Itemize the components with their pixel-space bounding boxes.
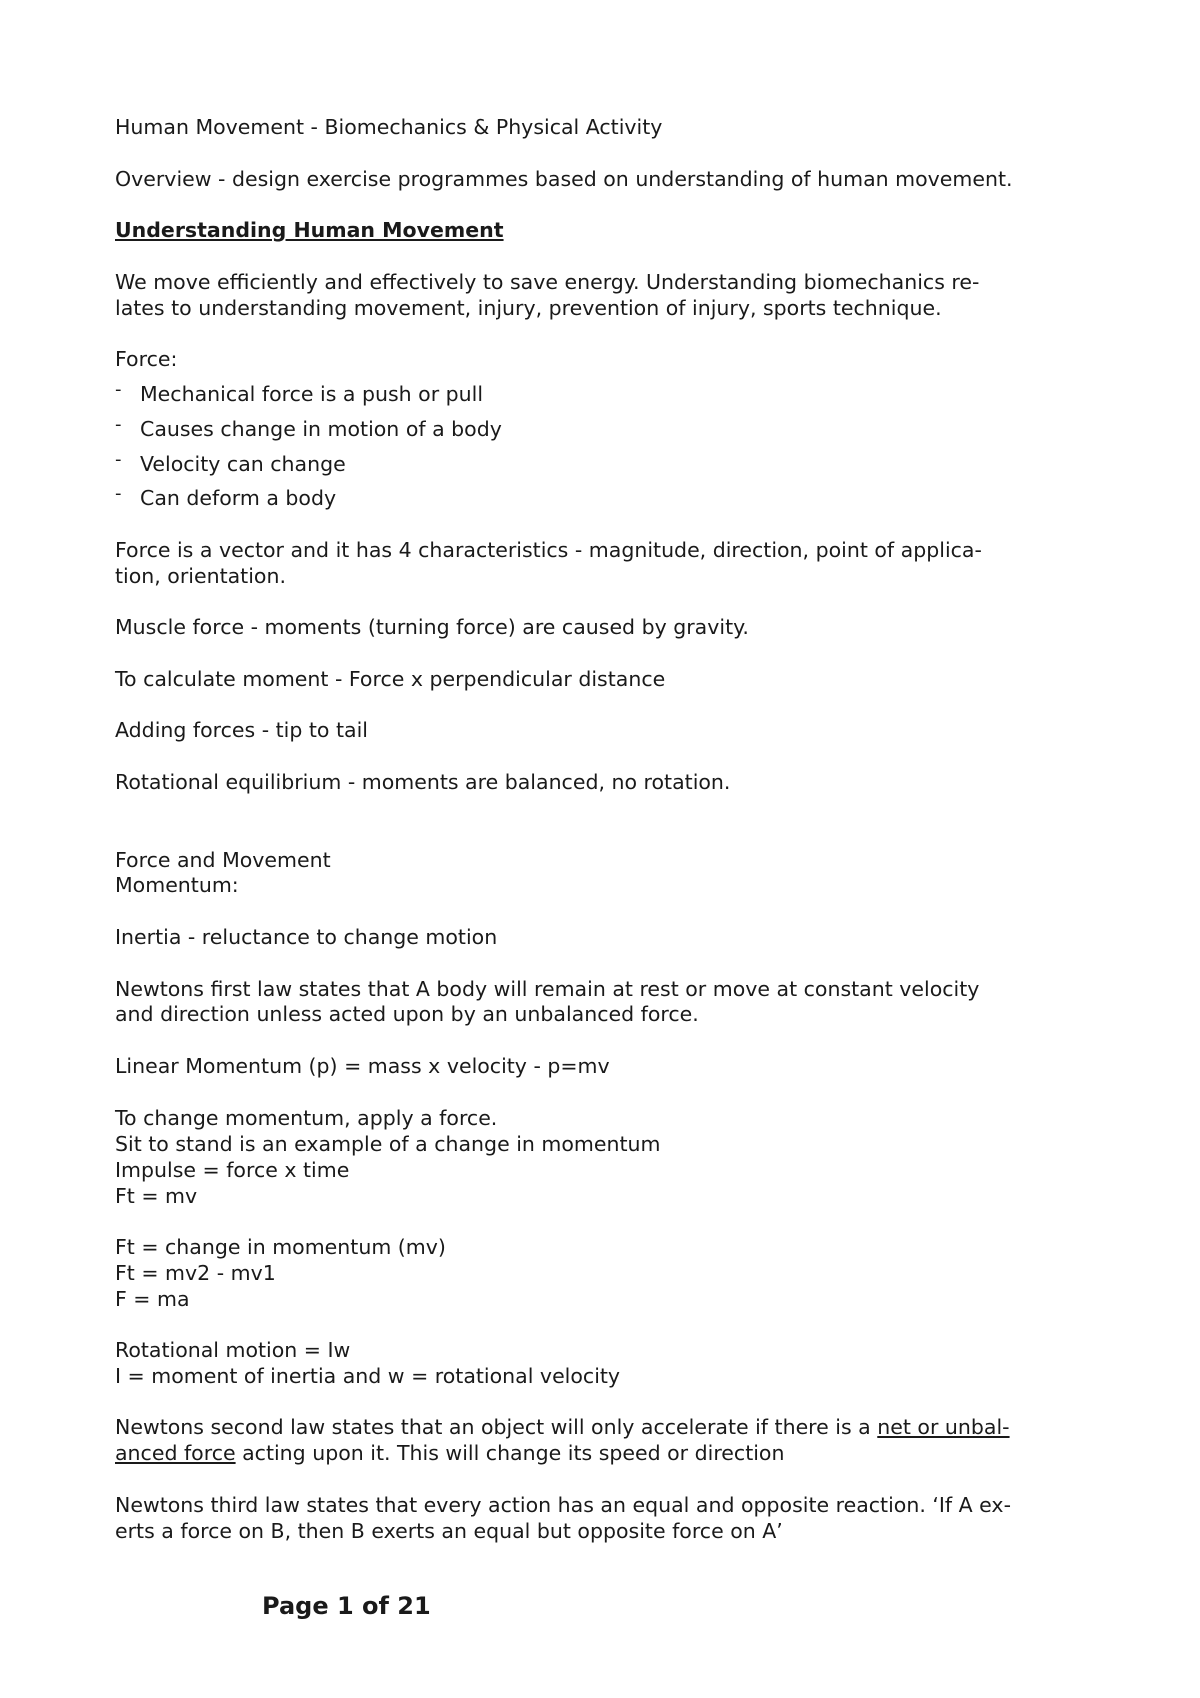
bullet-dash: -: [115, 414, 122, 435]
section-heading: Understanding Human Movement: [115, 218, 504, 242]
force-label: Force:: [115, 347, 178, 371]
intro-line-1: We move efficiently and effectively to save energy. Understanding biomechanics re-: [115, 270, 980, 294]
rotational-line: I = moment of inertia and w = rotational velocity: [115, 1364, 621, 1388]
force-bullet: [115, 381, 1015, 407]
equation-line: Ft = change in momentum (mv): [115, 1235, 446, 1259]
force-movement-heading: Force and Movement: [115, 848, 331, 872]
momentum-line: Sit to stand is an example of a change in momentum: [115, 1132, 661, 1156]
momentum-line: Ft = mv: [115, 1184, 198, 1208]
bullet-text: Mechanical force is a push or pull: [140, 382, 484, 406]
calc-moment-text: To calculate moment - Force x perpendicular distance: [115, 667, 666, 691]
second-law-text: Newtons second law states that an object will only accelerate if there is a: [115, 1415, 878, 1439]
vector-line-2: tion, orientation.: [115, 564, 286, 588]
muscle-force-text: Muscle force - moments (turning force) are caused by gravity.: [115, 615, 749, 639]
bullet-text: Can deform a body: [140, 486, 337, 510]
momentum-line: Impulse = force x time: [115, 1158, 350, 1182]
equation-line: Ft = mv2 - mv1: [115, 1261, 276, 1285]
second-law-underlined: anced force: [115, 1441, 236, 1465]
second-law-line-2: [115, 1440, 784, 1466]
force-bullet: [115, 451, 1015, 477]
bullet-dash: -: [115, 449, 122, 470]
first-law-line-2: and direction unless acted upon by an unbalanced force.: [115, 1002, 699, 1026]
bullet-dash: -: [115, 379, 122, 400]
third-law-line-1: Newtons third law states that every action has an equal and opposite reaction. ‘If A ex-: [115, 1493, 1011, 1517]
overview-text: Overview - design exercise programmes based on understanding of human movement.: [115, 167, 1013, 191]
equation-line: F = ma: [115, 1287, 190, 1311]
force-bullet: [115, 416, 1015, 442]
second-law-underlined: net or unbal-: [877, 1415, 1010, 1439]
second-law-line-1: [115, 1414, 1010, 1440]
second-law-text: acting upon it. This will change its speed or direction: [235, 1441, 785, 1465]
page-number: Page 1 of 21: [262, 1592, 431, 1620]
inertia-text: Inertia - reluctance to change motion: [115, 925, 498, 949]
rotational-equilibrium-text: Rotational equilibrium - moments are balanced, no rotation.: [115, 770, 731, 794]
bullet-text: Velocity can change: [140, 452, 346, 476]
bullet-text: Causes change in motion of a body: [140, 417, 502, 441]
vector-line-1: Force is a vector and it has 4 characteristics - magnitude, direction, point of applica-: [115, 538, 982, 562]
first-law-line-1: Newtons first law states that A body will remain at rest or move at constant velocity: [115, 977, 980, 1001]
linear-momentum-text: Linear Momentum (p) = mass x velocity - p=mv: [115, 1054, 610, 1078]
document-title: Human Movement - Biomechanics & Physical Activity: [115, 115, 663, 139]
third-law-line-2: erts a force on B, then B exerts an equal but opposite force on A’: [115, 1519, 783, 1543]
momentum-label: Momentum:: [115, 873, 239, 897]
rotational-line: Rotational motion = Iw: [115, 1338, 351, 1362]
adding-forces-text: Adding forces - tip to tail: [115, 718, 368, 742]
bullet-dash: -: [115, 483, 122, 504]
momentum-line: To change momentum, apply a force.: [115, 1106, 498, 1130]
intro-line-2: lates to understanding movement, injury, prevention of injury, sports technique.: [115, 296, 942, 320]
force-bullet: [115, 485, 1015, 511]
